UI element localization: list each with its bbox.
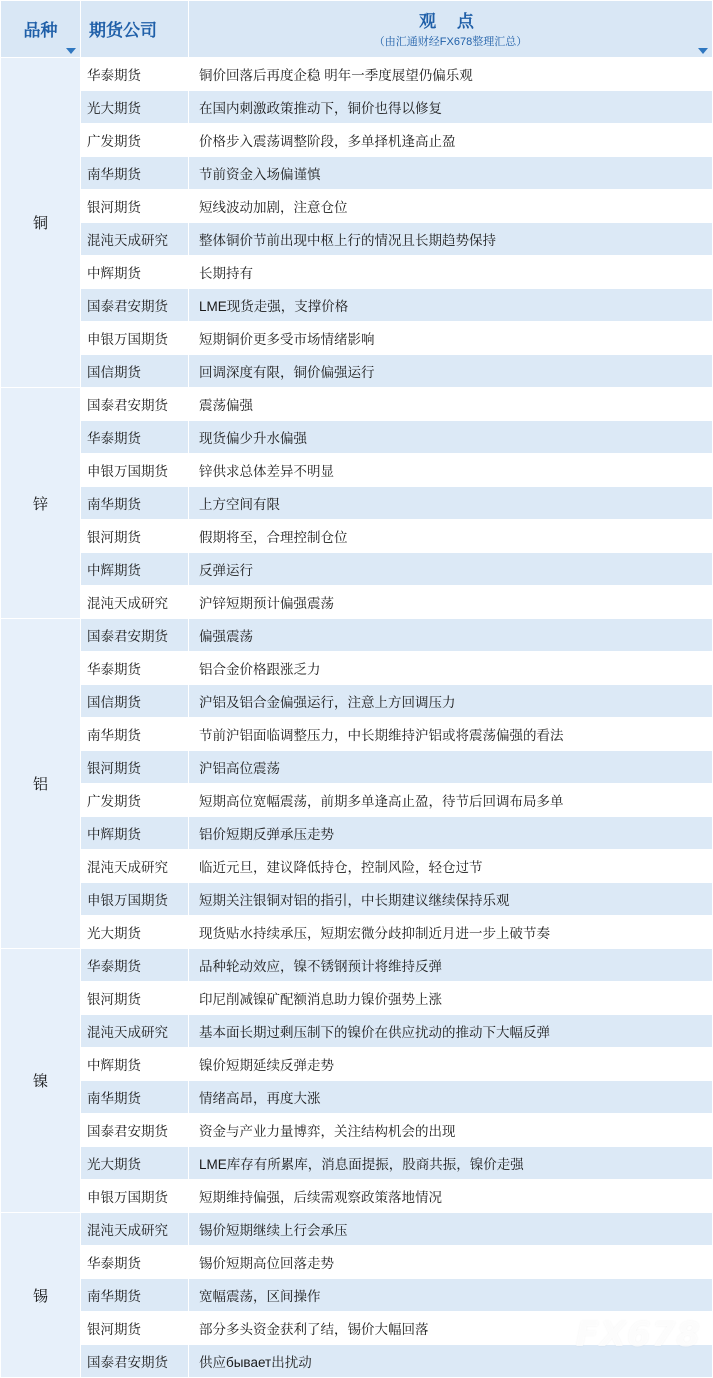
company-cell: 南华期货 bbox=[81, 718, 189, 751]
view-cell: 短期关注银铜对铝的指引，中长期建议继续保持乐观 bbox=[189, 883, 713, 916]
company-cell: 银河期货 bbox=[81, 520, 189, 553]
view-cell: 假期将至，合理控制仓位 bbox=[189, 520, 713, 553]
table-row bbox=[1, 883, 713, 916]
view-cell: 短期高位宽幅震荡，前期多单逢高止盈，待节后回调布局多单 bbox=[189, 784, 713, 817]
company-cell: 国泰君安期货 bbox=[81, 1114, 189, 1147]
column-header-view[interactable] bbox=[189, 1, 713, 58]
column-header-company-label: 期货公司 bbox=[89, 20, 157, 40]
table-row bbox=[1, 190, 713, 223]
table-row bbox=[1, 388, 713, 421]
table-row bbox=[1, 553, 713, 586]
table-row bbox=[1, 1312, 713, 1345]
table-header bbox=[1, 1, 713, 58]
view-cell: 沪锌短期预计偏强震荡 bbox=[189, 586, 713, 619]
table-row bbox=[1, 1345, 713, 1378]
table-row bbox=[1, 256, 713, 289]
company-cell: 申银万国期货 bbox=[81, 883, 189, 916]
view-cell: 铝合金价格跟涨乏力 bbox=[189, 652, 713, 685]
company-cell: 混沌天成研究 bbox=[81, 586, 189, 619]
view-cell: LME现货走强，支撑价格 bbox=[189, 289, 713, 322]
company-cell: 华泰期货 bbox=[81, 421, 189, 454]
table-row bbox=[1, 355, 713, 388]
column-header-variety[interactable] bbox=[1, 1, 81, 58]
table-row bbox=[1, 223, 713, 256]
company-cell: 南华期货 bbox=[81, 1081, 189, 1114]
view-cell: 反弹运行 bbox=[189, 553, 713, 586]
table-row bbox=[1, 1213, 713, 1246]
table-row bbox=[1, 586, 713, 619]
table-row bbox=[1, 487, 713, 520]
table-row bbox=[1, 652, 713, 685]
company-cell: 银河期货 bbox=[81, 751, 189, 784]
view-cell: 基本面长期过剩压制下的镍价在供应扰动的推动下大幅反弹 bbox=[189, 1015, 713, 1048]
table-row bbox=[1, 1246, 713, 1279]
table-row bbox=[1, 520, 713, 553]
table-row bbox=[1, 1015, 713, 1048]
table-row bbox=[1, 1279, 713, 1312]
company-cell: 国泰君安期货 bbox=[81, 289, 189, 322]
company-cell: 华泰期货 bbox=[81, 652, 189, 685]
company-cell: 中辉期货 bbox=[81, 553, 189, 586]
company-cell: 华泰期货 bbox=[81, 1246, 189, 1279]
table-row bbox=[1, 58, 713, 91]
view-cell: 回调深度有限，铜价偏强运行 bbox=[189, 355, 713, 388]
company-cell: 混沌天成研究 bbox=[81, 1015, 189, 1048]
view-cell: 锡价短期继续上行会承压 bbox=[189, 1213, 713, 1246]
variety-cell: 铝 bbox=[1, 619, 81, 949]
company-cell: 华泰期货 bbox=[81, 949, 189, 982]
view-cell: 长期持有 bbox=[189, 256, 713, 289]
company-cell: 银河期货 bbox=[81, 1312, 189, 1345]
column-header-view-label: 观 点 bbox=[419, 12, 482, 31]
table-row bbox=[1, 916, 713, 949]
company-cell: 申银万国期货 bbox=[81, 322, 189, 355]
variety-cell: 锡 bbox=[1, 1213, 81, 1378]
column-header-company[interactable] bbox=[81, 1, 189, 58]
table-row bbox=[1, 784, 713, 817]
company-cell: 混沌天成研究 bbox=[81, 850, 189, 883]
table-row bbox=[1, 1081, 713, 1114]
table-row bbox=[1, 1048, 713, 1081]
view-cell: 沪铝高位震荡 bbox=[189, 751, 713, 784]
company-cell: 光大期货 bbox=[81, 916, 189, 949]
view-cell: 现货偏少升水偏强 bbox=[189, 421, 713, 454]
table-row bbox=[1, 619, 713, 652]
table-row bbox=[1, 751, 713, 784]
company-cell: 国泰君安期货 bbox=[81, 619, 189, 652]
table-row bbox=[1, 1180, 713, 1213]
view-cell: 铝价短期反弹承压走势 bbox=[189, 817, 713, 850]
view-cell: 在国内刺激政策推动下，铜价也得以修复 bbox=[189, 91, 713, 124]
view-cell: 品种轮动效应，镍不锈钢预计将维持反弹 bbox=[189, 949, 713, 982]
view-cell: 宽幅震荡，区间操作 bbox=[189, 1279, 713, 1312]
company-cell: 中辉期货 bbox=[81, 256, 189, 289]
view-cell: LME库存有所累库，消息面提振，股商共振，镍价走强 bbox=[189, 1147, 713, 1180]
sort-descending-icon[interactable] bbox=[66, 48, 76, 54]
table-row bbox=[1, 454, 713, 487]
company-cell: 中辉期货 bbox=[81, 817, 189, 850]
table-body bbox=[1, 58, 713, 1378]
company-cell: 申银万国期货 bbox=[81, 454, 189, 487]
table-row bbox=[1, 157, 713, 190]
table-row bbox=[1, 685, 713, 718]
view-cell: 震荡偏强 bbox=[189, 388, 713, 421]
table-row bbox=[1, 817, 713, 850]
company-cell: 申银万国期货 bbox=[81, 1180, 189, 1213]
company-cell: 广发期货 bbox=[81, 124, 189, 157]
table-row bbox=[1, 289, 713, 322]
company-cell: 混沌天成研究 bbox=[81, 223, 189, 256]
company-cell: 南华期货 bbox=[81, 1279, 189, 1312]
variety-cell: 锌 bbox=[1, 388, 81, 619]
view-cell: 沪铝及铝合金偏强运行，注意上方回调压力 bbox=[189, 685, 713, 718]
table-row bbox=[1, 1147, 713, 1180]
view-cell: 印尼削减镍矿配额消息助力镍价强势上涨 bbox=[189, 982, 713, 1015]
table-row bbox=[1, 322, 713, 355]
company-cell: 中辉期货 bbox=[81, 1048, 189, 1081]
company-cell: 光大期货 bbox=[81, 91, 189, 124]
view-cell: 镍价短期延续反弹走势 bbox=[189, 1048, 713, 1081]
view-cell: 节前沪铝面临调整压力，中长期维持沪铝或将震荡偏强的看法 bbox=[189, 718, 713, 751]
company-cell: 国泰君安期货 bbox=[81, 388, 189, 421]
company-cell: 南华期货 bbox=[81, 157, 189, 190]
view-cell: 短线波动加剧，注意仓位 bbox=[189, 190, 713, 223]
view-cell: 锡价短期高位回落走势 bbox=[189, 1246, 713, 1279]
column-header-variety-label: 品种 bbox=[23, 20, 58, 40]
view-cell: 节前资金入场偏谨慎 bbox=[189, 157, 713, 190]
table-row bbox=[1, 850, 713, 883]
view-cell: 锌供求总体差异不明显 bbox=[189, 454, 713, 487]
table-row bbox=[1, 1114, 713, 1147]
company-cell: 国泰君安期货 bbox=[81, 1345, 189, 1378]
variety-cell: 镍 bbox=[1, 949, 81, 1213]
view-cell: 临近元旦，建议降低持仓，控制风险，轻仓过节 bbox=[189, 850, 713, 883]
column-header-view-subtitle: （由汇通财经FX678整理汇总） bbox=[373, 36, 528, 48]
sort-descending-icon-view[interactable] bbox=[698, 48, 708, 54]
view-cell: 铜价回落后再度企稳 明年一季度展望仍偏乐观 bbox=[189, 58, 713, 91]
company-cell: 国信期货 bbox=[81, 355, 189, 388]
company-cell: 华泰期货 bbox=[81, 58, 189, 91]
view-cell: 现货贴水持续承压，短期宏微分歧抑制近月进一步上破节奏 bbox=[189, 916, 713, 949]
company-cell: 南华期货 bbox=[81, 487, 189, 520]
view-cell: 整体铜价节前出现中枢上行的情况且长期趋势保持 bbox=[189, 223, 713, 256]
view-cell: 偏强震荡 bbox=[189, 619, 713, 652]
view-cell: 资金与产业力量博弈，关注结构机会的出现 bbox=[189, 1114, 713, 1147]
table-row bbox=[1, 718, 713, 751]
view-cell: 供应бывает出扰动 bbox=[189, 1345, 713, 1378]
view-cell: 价格步入震荡调整阶段，多单择机逢高止盈 bbox=[189, 124, 713, 157]
watermark: FX678 bbox=[575, 1315, 701, 1355]
table-row bbox=[1, 982, 713, 1015]
table-row bbox=[1, 949, 713, 982]
table-row bbox=[1, 124, 713, 157]
table-row bbox=[1, 91, 713, 124]
company-cell: 银河期货 bbox=[81, 190, 189, 223]
view-cell: 短期维持偏强，后续需观察政策落地情况 bbox=[189, 1180, 713, 1213]
view-cell: 上方空间有限 bbox=[189, 487, 713, 520]
company-cell: 光大期货 bbox=[81, 1147, 189, 1180]
view-cell: 部分多头资金获利了结，锡价大幅回落 bbox=[189, 1312, 713, 1345]
company-cell: 银河期货 bbox=[81, 982, 189, 1015]
view-cell: 情绪高昂，再度大涨 bbox=[189, 1081, 713, 1114]
variety-cell: 铜 bbox=[1, 58, 81, 388]
table-row bbox=[1, 421, 713, 454]
company-cell: 混沌天成研究 bbox=[81, 1213, 189, 1246]
company-cell: 广发期货 bbox=[81, 784, 189, 817]
view-cell: 短期铜价更多受市场情绪影响 bbox=[189, 322, 713, 355]
company-cell: 国信期货 bbox=[81, 685, 189, 718]
